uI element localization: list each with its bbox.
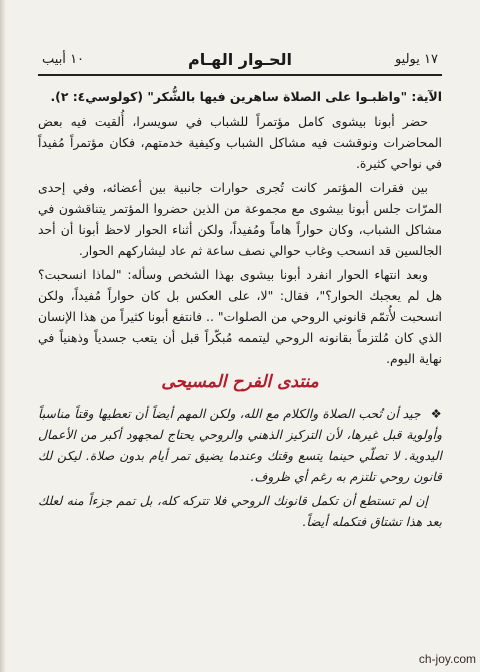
verse-line (38, 86, 442, 107)
verse-label: الآية: (411, 89, 442, 104)
header-coptic-date: ١٠ أبيب (42, 52, 85, 67)
site-logo: ch-joy.com (418, 652, 476, 666)
verse-text: "واظبـوا على الصلاة ساهرين فيها بالشُّكر" (كولوسي٤: ٢). (50, 89, 408, 104)
reflection-1 (38, 403, 442, 487)
story-paragraph-1: حضر أبونا بيشوى كامل مؤتمراً للشباب في سويسرا، أُلقيت فيه بعض المحاضرات ونوقشت فيه مشاكل الشباب وكيفية خدمتهم، فكان مؤتمراً مُفيداً في نواحي كثيرة. (38, 114, 442, 171)
story-paragraph-3: وبعد انتهاء الحوار انفرد أبونا بيشوى بهذا الشخص وسأله: "لماذا انسحبت؟ هل لم يعجبك الحوار؟"، فقال: "لا، على العكس بل كان حواراً مُفيداً، ولكن انسحبت لأُتمّم قانوني الروحي من الصلوات" .. فانتفع أبونا كثيراً من هذا الإنسان الذي كان مُلتزماً بقانونه الروحي ليتممه مُبكّراً قبل أن يتعب جسدياً وذهنياً في نهاية اليوم. (38, 267, 442, 366)
diamond-bullet-icon: ❖ (430, 406, 442, 421)
header-title: الحـوار الهـام (187, 50, 293, 69)
story-paragraph-2: بين فقرات المؤتمر كانت تُجرى حوارات جانبية بين أعضائه، وفي إحدى المرّات جلس أبونا بيشوى مع مجموعة من الذين حضروا المؤتمر يتناقشون في مشاكل الشباب، وكان حواراً هاماً ومُفيداً، ولكن أثناء الحوار لاحظ أبونا أن أحد الجالسين قد انسحب وغاب حوالي نصف ساعة ثم عاد ليشاركهم الحوار. (38, 180, 442, 258)
page-body (38, 86, 442, 532)
reflection-2 (38, 490, 442, 532)
reflection-2-text: إن لم تستطع أن تكمل قانونك الروحي فلا تتركه كله، بل تمم جزءاً منه لعلك بعد هذا تشتاق فتكمله أيضاً. (38, 493, 442, 529)
forum-watermark: منتدى الفرح المسيحى (161, 372, 319, 392)
page-header (38, 50, 442, 76)
header-date: ١٧ يوليو (394, 52, 438, 67)
reflection-1-text: جيد أن تُحب الصلاة والكلام مع الله، ولكن المهم أيضاً أن تعطيها وقتاً مناسباً وأولوية قبل غيرها، لأن التركيز الذهني والروحي يحتاج لمجهود أكبر من الأعمال اليدوية. لا تصلّي حينما يتسع وقتك وعندما يضيق تمر أيام بدون صلاة. ليكن لك قانون روحي تلتزم به رغم أي ظروف. (38, 406, 442, 484)
